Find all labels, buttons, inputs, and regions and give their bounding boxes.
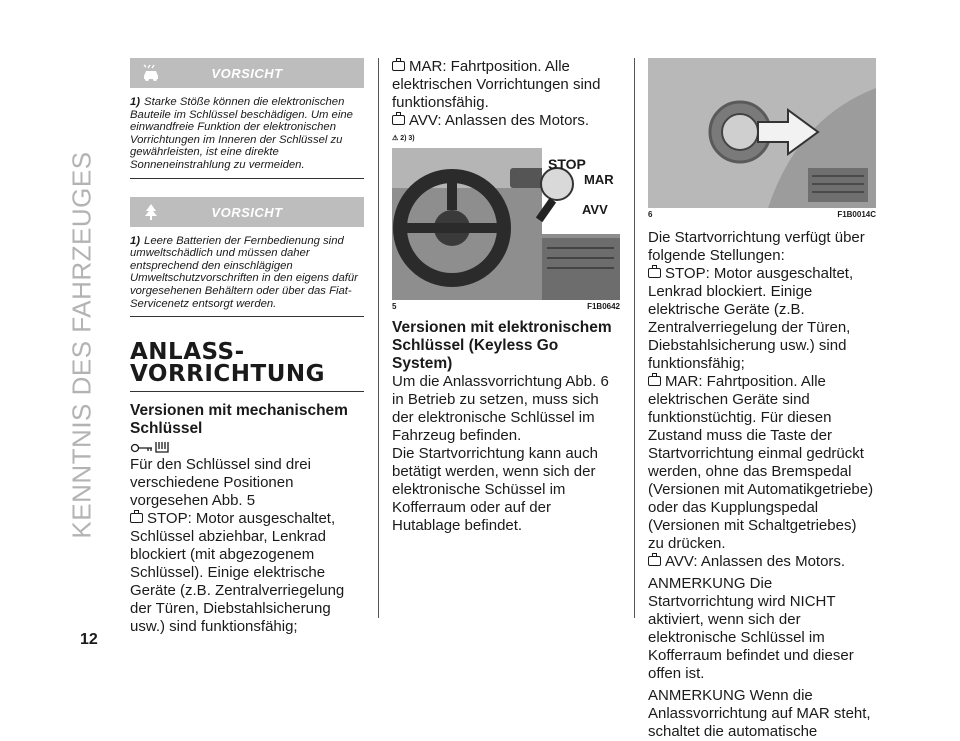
bullet-text: MAR: Fahrtposition. Alle elektrischen Geräte sind funktionstüchtig. Für diesen Zustand muss die Taste der Startvorrichtung einmal gedrückt werden, ohne das Bremspedal (Versionen mit Automatikgetriebe) oder das Kupplungspedal (Versionen mit Schaltgetriebes) zu drücken. <box>648 373 874 552</box>
section-title <box>130 341 364 392</box>
column-divider <box>378 58 379 618</box>
bullet-text: AVV: Anlassen des Motors. <box>665 553 846 570</box>
paragraph: Für den Schlüssel sind drei verschiedene Positionen vorgesehen Abb. 5 <box>130 456 311 510</box>
paragraph: Um die Anlassvorrichtung Abb. 6 in Betrieb zu setzen, muss sich der elektronische Schlüssel im Fahrzeug befinden. <box>392 373 609 444</box>
key-icon <box>648 268 661 278</box>
warning-title: VORSICHT <box>211 204 283 220</box>
bullet-text: MAR: Fahrtposition. Alle elektrischen Vorrichtungen sind funktionsfähig. <box>392 58 601 111</box>
bullet-paragraph <box>648 373 876 553</box>
bullet-text: AVV: Anlassen des Motors. <box>409 112 590 129</box>
warning-header <box>130 58 364 88</box>
figure-caption <box>392 302 620 311</box>
key-icon <box>130 513 143 523</box>
warning-text-body: Leere Batterien der Fernbedienung sind umweltschädlich und müssen daher entsprechend den einschlägigen Umweltschutzvorschriften in den eigens dafür vorgesehenen Behältern oder über das Fiat-Servicenetz entsorgt werden. <box>130 234 358 310</box>
column-divider <box>634 58 635 618</box>
figure-ignition-key <box>392 148 620 300</box>
warning-number: 1) <box>130 96 141 108</box>
ignition-label-avv: AVV <box>582 202 608 217</box>
bullet-paragraph <box>392 112 620 130</box>
column-3 <box>648 58 876 741</box>
bullet-text: STOP: Motor ausgeschaltet, Schlüssel abziehbar, Lenkrad blockiert (mit abgezogenem Schlüssel). Einige elektrische Geräte (z.B. Zentralverriegelung der Türen, Diebstahlsicherung usw.) sind funktionsfähig; <box>130 510 345 636</box>
warning-header <box>130 197 364 227</box>
column-2 <box>392 58 620 535</box>
section-title-line: VORRICHTUNG <box>130 361 326 388</box>
ignition-label-stop: STOP <box>548 156 586 172</box>
subsection-title: Versionen mit elektronischem Schlüssel (Keyless Go System) <box>392 319 612 372</box>
bullet-paragraph <box>130 510 364 636</box>
bullet-paragraph <box>392 58 620 112</box>
figure-code: F1B0014C <box>837 210 876 219</box>
subsection-title: Versionen mit mechanischem Schlüssel <box>130 402 348 438</box>
warning-number: 1) <box>130 234 141 247</box>
figure-caption <box>648 210 876 219</box>
bullet-text: STOP: Motor ausgeschaltet, Lenkrad blockiert. Einige elektrische Geräte (z.B. Zentralverriegelung der Türen, Diebstahlsicherung usw.) sind funktionsfähig; <box>648 265 854 372</box>
key-icon <box>392 115 405 125</box>
figure-number: 6 <box>648 210 653 219</box>
chapter-side-title-text: KENNTNIS DES FAHRZEUGES <box>66 151 97 539</box>
warning-title: VORSICHT <box>211 66 283 81</box>
paragraph: ANMERKUNG Die Startvorrichtung wird NICHT aktiviert, wenn sich der elektronische Schlüssel im Kofferraum befindet und dieser offen ist. <box>648 575 854 682</box>
column-1 <box>130 58 364 636</box>
ignition-label-mar: MAR <box>584 172 614 187</box>
footnote-refs-text: 2) 3) <box>400 135 415 142</box>
figure-number: 5 <box>392 302 397 311</box>
paragraph: Die Startvorrichtung kann auch betätigt werden, wenn sich der elektronische Schüssel im Kofferraum oder auf der Hutablage befindet. <box>392 445 598 534</box>
paragraph: ANMERKUNG Wenn die Anlassvorrichtung auf MAR steht, schaltet die automatische <box>648 687 871 740</box>
warning-text <box>130 88 364 179</box>
mechanical-key-icon <box>130 439 174 455</box>
bullet-paragraph <box>648 553 876 571</box>
figure-code: F1B0642 <box>587 302 620 311</box>
section-title-line: ANLASS- <box>130 339 245 366</box>
start-button-illustration <box>648 58 876 208</box>
footnote-refs: ⚠ 2) 3) <box>392 135 415 142</box>
warning-text <box>130 227 364 318</box>
paragraph: Die Startvorrichtung verfügt über folgende Stellungen: <box>648 229 865 264</box>
warning-text-body: Starke Stöße können die elektronischen Bauteile im Schlüssel beschädigen. Um eine einwandfreie Funktion der elektronischen Vorrichtungen im Inneren der Schlüssel zu gewährleisten, ist eine direkte Sonneneinstrahlung zu vermeiden. <box>130 96 353 171</box>
page-number: 12 <box>80 631 98 648</box>
key-icon <box>392 61 405 71</box>
figure-start-button <box>648 58 876 208</box>
bullet-paragraph <box>648 265 876 373</box>
key-icon <box>648 376 661 386</box>
key-icon <box>648 556 661 566</box>
